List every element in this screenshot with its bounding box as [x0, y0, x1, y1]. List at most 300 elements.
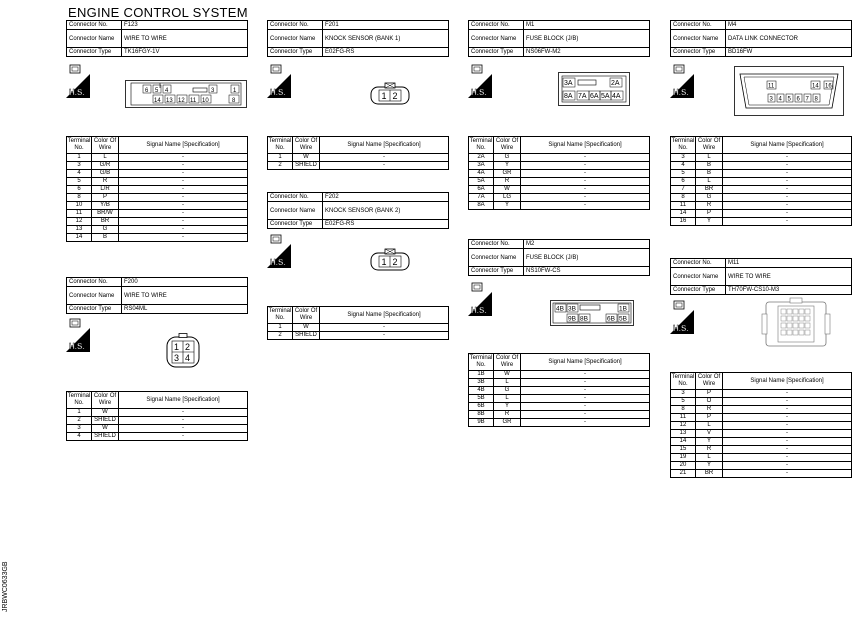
label-connector-name: Connector Name — [671, 268, 726, 286]
header-signal-name: Signal Name [Specification] — [320, 137, 449, 154]
signal-name-cell: - — [723, 390, 852, 398]
wire-color-cell: Y — [696, 218, 723, 226]
label-connector-name: Connector Name — [268, 202, 323, 220]
terminal-table-m1 — [468, 136, 650, 210]
terminal-no-cell: 12 — [671, 422, 696, 430]
terminal-no-cell: 1B — [469, 371, 494, 379]
wire-color-cell: L — [696, 178, 723, 186]
wire-color-cell: W — [92, 409, 119, 417]
wire-color-cell: R — [92, 178, 119, 186]
wire-color-cell: LG — [494, 194, 521, 202]
pin-label: 4 — [185, 353, 191, 363]
wire-color-cell: L — [696, 422, 723, 430]
table-row — [469, 178, 650, 186]
terminal-table-m2 — [468, 353, 650, 427]
pin-label: 16 — [825, 83, 832, 90]
wire-color-cell: P — [696, 390, 723, 398]
table-row — [469, 186, 650, 194]
connector-info-f201 — [267, 20, 449, 57]
table-row — [671, 438, 852, 446]
table-row — [671, 194, 852, 202]
table-row — [469, 154, 650, 162]
terminal-no-cell: 4 — [67, 433, 92, 441]
wire-color-cell: B — [696, 162, 723, 170]
terminal-no-cell: 21 — [671, 470, 696, 478]
table-row — [469, 379, 650, 387]
wire-color-cell: Y — [696, 438, 723, 446]
signal-name-cell: - — [521, 371, 650, 379]
connector-diagram-m11 — [760, 296, 832, 352]
signal-name-cell: - — [521, 419, 650, 427]
terminal-table-f123 — [66, 136, 248, 242]
wire-color-cell: W — [494, 186, 521, 194]
terminal-no-cell: 6 — [671, 178, 696, 186]
header-signal-name: Signal Name [Specification] — [521, 137, 650, 154]
terminal-no-cell: 8B — [469, 411, 494, 419]
signal-name-cell: - — [521, 154, 650, 162]
terminal-no-cell: 3 — [671, 154, 696, 162]
signal-name-cell: - — [723, 454, 852, 462]
label-connector-type: Connector Type — [268, 220, 323, 229]
connector-type-value: TK16FGY-1V — [122, 48, 248, 57]
signal-name-cell: - — [723, 162, 852, 170]
label-connector-no: Connector No. — [268, 21, 323, 30]
label-connector-type: Connector Type — [67, 305, 122, 314]
terminal-no-cell: 1 — [67, 409, 92, 417]
table-row — [67, 425, 248, 433]
signal-name-cell: - — [521, 186, 650, 194]
hs-label: H.S. — [673, 324, 689, 333]
table-row — [67, 202, 248, 210]
connector-name-value: WIRE TO WIRE — [122, 30, 248, 48]
hs-icon — [468, 282, 492, 316]
pin-label: 4B — [556, 305, 564, 313]
signal-name-cell: - — [723, 170, 852, 178]
connector-diagram-m2 — [550, 300, 634, 326]
label-connector-no: Connector No. — [268, 193, 323, 202]
terminal-no-cell: 20 — [671, 462, 696, 470]
pin-label: 13 — [166, 98, 173, 104]
table-row — [671, 186, 852, 194]
pin-label: 5A — [601, 93, 610, 100]
table-row — [671, 454, 852, 462]
pin-label: 2 — [392, 257, 398, 267]
header-color-of-wire: Color Of Wire — [293, 137, 320, 154]
signal-name-cell: - — [521, 403, 650, 411]
connector-type-value: NS10FW-CS — [524, 267, 650, 276]
terminal-table-m4 — [670, 136, 852, 226]
pin-label: 6 — [796, 96, 800, 103]
header-color-of-wire: Color Of Wire — [696, 137, 723, 154]
header-color-of-wire: Color Of Wire — [696, 373, 723, 390]
terminal-no-cell: 5A — [469, 178, 494, 186]
connector-no-value: F202 — [323, 193, 449, 202]
label-connector-name: Connector Name — [469, 249, 524, 267]
terminal-no-cell: 14 — [671, 438, 696, 446]
pin-label: 4 — [165, 88, 169, 94]
table-row — [469, 419, 650, 427]
header-terminal-no: Terminal No. — [268, 307, 293, 324]
header-terminal-no: Terminal No. — [671, 137, 696, 154]
terminal-no-cell: 10 — [67, 202, 92, 210]
header-color-of-wire: Color Of Wire — [92, 137, 119, 154]
header-color-of-wire: Color Of Wire — [494, 354, 521, 371]
table-row — [67, 210, 248, 218]
hs-icon — [468, 64, 492, 98]
terminal-no-cell: 4 — [671, 162, 696, 170]
table-row — [469, 411, 650, 419]
connector-diagram-f123 — [125, 80, 247, 108]
wire-color-cell: B — [92, 234, 119, 242]
signal-name-cell: - — [723, 438, 852, 446]
signal-name-cell: - — [723, 430, 852, 438]
wire-color-cell: GR — [494, 170, 521, 178]
table-row — [67, 417, 248, 425]
hs-label: H.S. — [69, 88, 85, 97]
signal-name-cell: - — [723, 186, 852, 194]
hs-icon — [670, 64, 694, 98]
signal-name-cell: - — [521, 379, 650, 387]
header-terminal-no: Terminal No. — [469, 137, 494, 154]
wire-color-cell: L — [92, 154, 119, 162]
pin-label: 6A — [590, 93, 599, 100]
pin-label: 8 — [814, 96, 818, 103]
terminal-no-cell: 3B — [469, 379, 494, 387]
wire-color-cell: Y/B — [92, 202, 119, 210]
table-row — [671, 178, 852, 186]
header-signal-name: Signal Name [Specification] — [723, 137, 852, 154]
connector-info-m4 — [670, 20, 852, 57]
connector-info-f200 — [66, 277, 248, 314]
wire-color-cell: L — [494, 379, 521, 387]
header-color-of-wire: Color Of Wire — [494, 137, 521, 154]
document-code: JRBWC0633GB — [2, 561, 9, 612]
wire-color-cell: SHIELD — [92, 417, 119, 425]
terminal-no-cell: 8 — [671, 194, 696, 202]
hs-label: H.S. — [270, 88, 286, 97]
wire-color-cell: Y — [494, 202, 521, 210]
connector-info-m11 — [670, 258, 852, 295]
pin-label: 2A — [611, 80, 620, 87]
wire-color-cell: SHIELD — [293, 332, 320, 340]
terminal-no-cell: 6B — [469, 403, 494, 411]
wire-color-cell: R — [494, 411, 521, 419]
connector-no-value: M1 — [524, 21, 650, 30]
signal-name-cell: - — [119, 162, 248, 170]
signal-name-cell: - — [723, 202, 852, 210]
wire-color-cell: V — [696, 430, 723, 438]
pin-label: 3A — [564, 80, 573, 87]
connector-diagram-m1 — [558, 72, 630, 106]
terminal-no-cell: 9B — [469, 419, 494, 427]
terminal-no-cell: 3A — [469, 162, 494, 170]
signal-name-cell: - — [119, 218, 248, 226]
table-row — [67, 218, 248, 226]
signal-name-cell: - — [119, 425, 248, 433]
label-connector-type: Connector Type — [268, 48, 323, 57]
signal-name-cell: - — [119, 417, 248, 425]
wire-color-cell: P — [92, 194, 119, 202]
hs-icon — [267, 64, 291, 98]
terminal-no-cell: 13 — [671, 430, 696, 438]
pin-label: 7A — [578, 93, 587, 100]
pin-label: 8B — [580, 315, 588, 323]
terminal-no-cell: 6A — [469, 186, 494, 194]
signal-name-cell: - — [320, 162, 449, 170]
label-connector-type: Connector Type — [671, 48, 726, 57]
connector-type-value: TH70FW-CS10-M3 — [726, 286, 852, 295]
pin-label: 6B — [607, 315, 615, 323]
table-row — [67, 226, 248, 234]
terminal-no-cell: 19 — [671, 454, 696, 462]
wire-color-cell: W — [494, 371, 521, 379]
wire-color-cell: W — [293, 154, 320, 162]
connector-info-m2 — [468, 239, 650, 276]
wire-color-cell: R — [494, 178, 521, 186]
pin-label: 1 — [381, 257, 387, 267]
table-row — [671, 406, 852, 414]
table-row — [671, 470, 852, 478]
connector-info-f123 — [66, 20, 248, 57]
terminal-table-f202 — [267, 306, 449, 340]
table-row — [67, 186, 248, 194]
connector-no-value: M2 — [524, 240, 650, 249]
table-row — [469, 403, 650, 411]
wire-color-cell: O — [696, 398, 723, 406]
table-row — [67, 433, 248, 441]
signal-name-cell: - — [723, 154, 852, 162]
pin-label: 1 — [233, 88, 237, 94]
connector-type-value: NS06FW-M2 — [524, 48, 650, 57]
connector-name-value: WIRE TO WIRE — [726, 268, 852, 286]
table-row — [671, 202, 852, 210]
wire-color-cell: G/R — [92, 162, 119, 170]
pin-label: 14 — [812, 83, 819, 90]
hs-label: H.S. — [471, 306, 487, 315]
terminal-no-cell: 2 — [268, 162, 293, 170]
table-row — [469, 170, 650, 178]
terminal-no-cell: 5 — [671, 170, 696, 178]
connector-type-value: RS04ML — [122, 305, 248, 314]
signal-name-cell: - — [119, 202, 248, 210]
terminal-no-cell: 5 — [67, 178, 92, 186]
table-row — [268, 162, 449, 170]
label-connector-type: Connector Type — [469, 267, 524, 276]
pin-label: 4 — [778, 96, 782, 103]
signal-name-cell: - — [320, 324, 449, 332]
pin-label: 5B — [619, 315, 627, 323]
header-terminal-no: Terminal No. — [671, 373, 696, 390]
pin-label: 7 — [805, 96, 809, 103]
signal-name-cell: - — [119, 226, 248, 234]
connector-name-value: DATA LINK CONNECTOR — [726, 30, 852, 48]
terminal-no-cell: 4A — [469, 170, 494, 178]
wire-color-cell: Y — [494, 403, 521, 411]
signal-name-cell: - — [119, 194, 248, 202]
header-signal-name: Signal Name [Specification] — [320, 307, 449, 324]
table-row — [469, 395, 650, 403]
label-connector-no: Connector No. — [67, 278, 122, 287]
table-row — [671, 170, 852, 178]
signal-name-cell: - — [723, 194, 852, 202]
wire-color-cell: G — [92, 226, 119, 234]
hs-label: H.S. — [673, 88, 689, 97]
header-terminal-no: Terminal No. — [469, 354, 494, 371]
signal-name-cell: - — [521, 202, 650, 210]
header-signal-name: Signal Name [Specification] — [119, 137, 248, 154]
terminal-no-cell: 2A — [469, 154, 494, 162]
terminal-no-cell: 3 — [671, 390, 696, 398]
table-row — [67, 178, 248, 186]
connector-type-value: E02FG-RS — [323, 48, 449, 57]
label-connector-no: Connector No. — [671, 259, 726, 268]
connector-no-value: F201 — [323, 21, 449, 30]
terminal-no-cell: 2 — [67, 417, 92, 425]
header-signal-name: Signal Name [Specification] — [119, 392, 248, 409]
pin-label: 12 — [178, 98, 185, 104]
terminal-table-f200 — [66, 391, 248, 441]
signal-name-cell: - — [723, 178, 852, 186]
pin-label: 8A — [564, 93, 573, 100]
connector-type-value: BD16FW — [726, 48, 852, 57]
table-row — [67, 162, 248, 170]
signal-name-cell: - — [723, 218, 852, 226]
terminal-no-cell: 1 — [67, 154, 92, 162]
hs-icon — [267, 234, 291, 268]
wire-color-cell: W — [92, 425, 119, 433]
pin-label: 11 — [190, 98, 197, 104]
header-signal-name: Signal Name [Specification] — [521, 354, 650, 371]
terminal-no-cell: 11 — [67, 210, 92, 218]
wire-color-cell: L — [494, 395, 521, 403]
label-connector-name: Connector Name — [67, 287, 122, 305]
terminal-no-cell: 7A — [469, 194, 494, 202]
terminal-table-f201 — [267, 136, 449, 170]
connector-name-value: KNOCK SENSOR (BANK 1) — [323, 30, 449, 48]
pin-label: 11 — [768, 83, 775, 90]
header-terminal-no: Terminal No. — [67, 392, 92, 409]
header-terminal-no: Terminal No. — [67, 137, 92, 154]
signal-name-cell: - — [723, 406, 852, 414]
signal-name-cell: - — [521, 170, 650, 178]
table-row — [671, 462, 852, 470]
pin-label: 8 — [232, 98, 236, 104]
wire-color-cell: R — [696, 406, 723, 414]
pin-label: 3B — [568, 305, 576, 313]
connector-diagram-f201 — [370, 82, 410, 106]
terminal-table-m11 — [670, 372, 852, 478]
wire-color-cell: R — [696, 202, 723, 210]
label-connector-no: Connector No. — [671, 21, 726, 30]
pin-label: 6 — [145, 88, 149, 94]
connector-name-value: FUSE BLOCK (J/B) — [524, 249, 650, 267]
wire-color-cell: G — [494, 387, 521, 395]
table-row — [469, 202, 650, 210]
wire-color-cell: BR — [696, 186, 723, 194]
signal-name-cell: - — [723, 398, 852, 406]
label-connector-type: Connector Type — [671, 286, 726, 295]
table-row — [671, 430, 852, 438]
connector-diagram-f200 — [166, 333, 200, 369]
terminal-no-cell: 6 — [67, 186, 92, 194]
pin-label: 3 — [211, 88, 215, 94]
terminal-no-cell: 4B — [469, 387, 494, 395]
header-color-of-wire: Color Of Wire — [293, 307, 320, 324]
table-row — [268, 324, 449, 332]
connector-no-value: F200 — [122, 278, 248, 287]
label-connector-name: Connector Name — [268, 30, 323, 48]
table-row — [268, 154, 449, 162]
terminal-no-cell: 8 — [67, 194, 92, 202]
wire-color-cell: SHIELD — [293, 162, 320, 170]
terminal-no-cell: 15 — [671, 446, 696, 454]
table-row — [67, 170, 248, 178]
label-connector-no: Connector No. — [469, 21, 524, 30]
wire-color-cell: L/R — [92, 186, 119, 194]
header-color-of-wire: Color Of Wire — [92, 392, 119, 409]
pin-label: 5 — [155, 88, 159, 94]
signal-name-cell: - — [521, 411, 650, 419]
header-terminal-no: Terminal No. — [268, 137, 293, 154]
label-connector-type: Connector Type — [67, 48, 122, 57]
label-connector-name: Connector Name — [67, 30, 122, 48]
signal-name-cell: - — [723, 210, 852, 218]
wire-color-cell: L — [696, 154, 723, 162]
pin-label: 1B — [619, 305, 627, 313]
table-row — [469, 371, 650, 379]
signal-name-cell: - — [521, 395, 650, 403]
pin-label: 3 — [174, 353, 180, 363]
terminal-no-cell: 14 — [671, 210, 696, 218]
connector-name-value: KNOCK SENSOR (BANK 2) — [323, 202, 449, 220]
table-row — [469, 162, 650, 170]
terminal-no-cell: 1 — [268, 154, 293, 162]
hs-label: H.S. — [471, 88, 487, 97]
wire-color-cell: BR — [92, 218, 119, 226]
label-connector-no: Connector No. — [469, 240, 524, 249]
terminal-no-cell: 11 — [671, 202, 696, 210]
terminal-no-cell: 12 — [67, 218, 92, 226]
connector-no-value: F123 — [122, 21, 248, 30]
wire-color-cell: Y — [696, 462, 723, 470]
connector-info-m1 — [468, 20, 650, 57]
connector-name-value: FUSE BLOCK (J/B) — [524, 30, 650, 48]
signal-name-cell: - — [723, 414, 852, 422]
signal-name-cell: - — [723, 446, 852, 454]
signal-name-cell: - — [521, 194, 650, 202]
label-connector-name: Connector Name — [469, 30, 524, 48]
pin-label: 2 — [392, 91, 398, 101]
wire-color-cell: G — [696, 194, 723, 202]
terminal-no-cell: 14 — [67, 234, 92, 242]
table-row — [671, 446, 852, 454]
signal-name-cell: - — [320, 332, 449, 340]
terminal-no-cell: 5B — [469, 395, 494, 403]
pin-label: 3 — [769, 96, 773, 103]
label-connector-no: Connector No. — [67, 21, 122, 30]
terminal-no-cell: 1 — [268, 324, 293, 332]
wire-color-cell: GR — [494, 419, 521, 427]
pin-label: 5 — [787, 96, 791, 103]
wire-color-cell: B — [696, 170, 723, 178]
signal-name-cell: - — [723, 422, 852, 430]
wire-color-cell: W — [293, 324, 320, 332]
table-row — [671, 162, 852, 170]
signal-name-cell: - — [119, 234, 248, 242]
table-row — [67, 194, 248, 202]
terminal-no-cell: 7 — [671, 186, 696, 194]
terminal-no-cell: 8 — [671, 406, 696, 414]
